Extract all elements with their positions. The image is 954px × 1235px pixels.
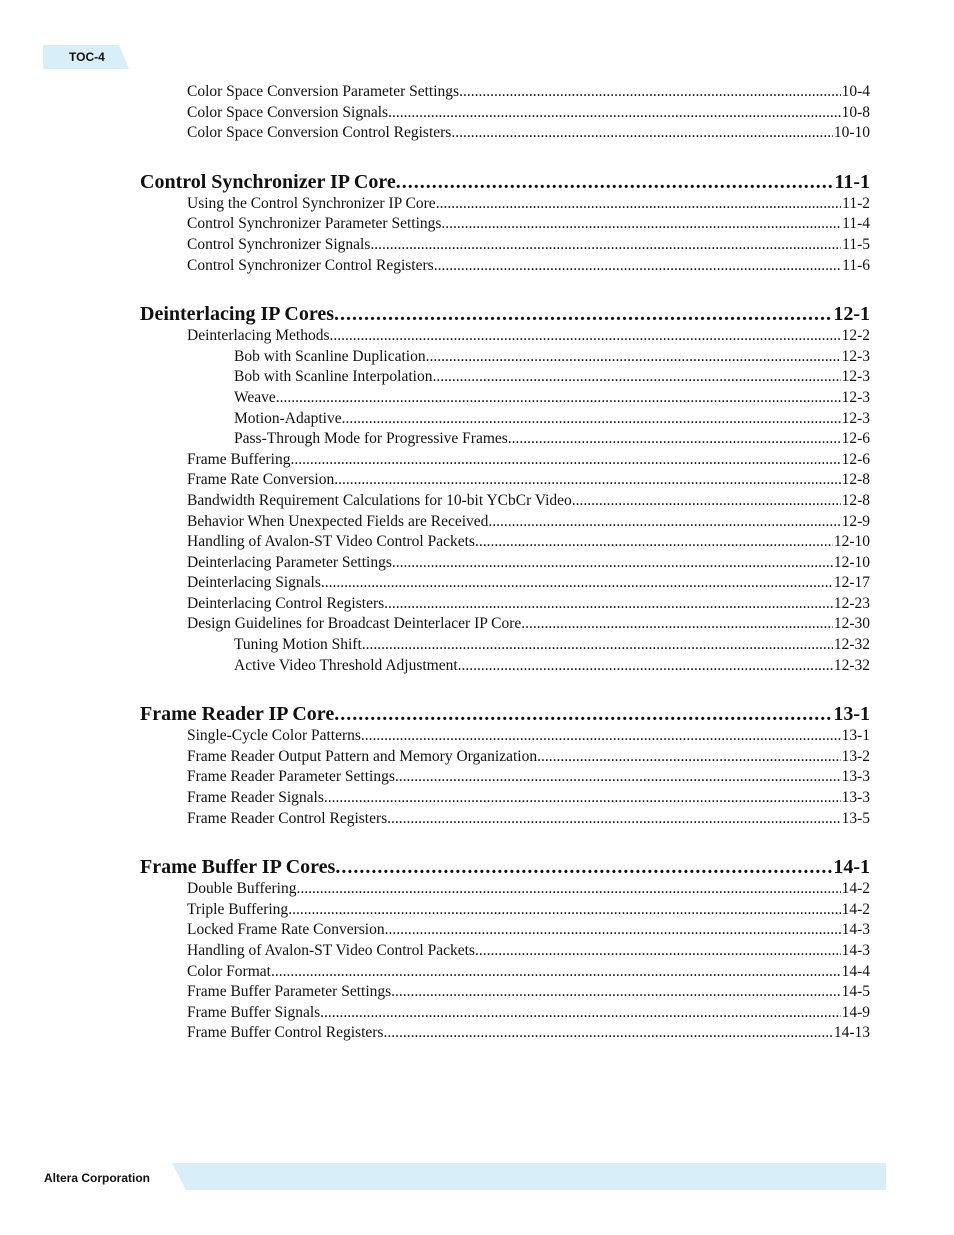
footer-company: Altera Corporation xyxy=(44,1171,151,1185)
toc-page-number: 13-3 xyxy=(841,789,870,807)
toc-entry[interactable] xyxy=(140,1003,870,1024)
toc-page-number: 14-2 xyxy=(841,900,870,918)
toc-entry-title: Handling of Avalon-ST Video Control Packets xyxy=(187,533,475,551)
toc-entry[interactable] xyxy=(140,123,870,144)
toc-page-number: 11-2 xyxy=(842,194,870,212)
toc-entry[interactable] xyxy=(140,103,870,124)
toc-subentry[interactable] xyxy=(140,635,870,656)
toc-page-number: 10-4 xyxy=(841,83,870,100)
toc-entry-title: Deinterlacing Parameter Settings xyxy=(187,553,392,571)
toc-continued-entries xyxy=(140,82,870,144)
toc-entry[interactable] xyxy=(140,879,870,900)
toc-page-number: 12-6 xyxy=(841,450,870,468)
dot-leader xyxy=(436,194,841,215)
dot-leader xyxy=(488,512,840,533)
toc-section-heading[interactable] xyxy=(140,702,870,726)
dot-leader xyxy=(458,656,833,677)
toc-entry-title: Locked Frame Rate Conversion xyxy=(187,921,385,939)
dot-leader xyxy=(475,532,833,553)
toc-entry-title: Control Synchronizer IP Core xyxy=(140,170,396,193)
toc-page-number: 14-3 xyxy=(841,921,870,939)
toc-entry-title: Design Guidelines for Broadcast Deinterlacer IP Core xyxy=(187,615,522,633)
dot-leader xyxy=(521,614,833,635)
toc-page-number: 12-32 xyxy=(833,636,870,654)
dot-leader xyxy=(361,726,841,747)
toc-page-number: 11-5 xyxy=(842,235,870,253)
toc-page-number: 13-3 xyxy=(841,768,870,786)
toc-entry-title: Single-Cycle Color Patterns xyxy=(187,727,361,745)
toc-page-number: 12-32 xyxy=(833,656,870,674)
toc-section xyxy=(140,702,870,829)
toc-entry-title: Control Synchronizer Control Registers xyxy=(187,256,434,274)
dot-leader xyxy=(432,367,840,388)
toc-entry-title: Control Synchronizer Signals xyxy=(187,235,371,253)
toc-section xyxy=(140,302,870,676)
page-label: TOC-4 xyxy=(69,50,105,64)
toc-page-number: 13-2 xyxy=(841,747,870,765)
toc-subentry[interactable] xyxy=(140,367,870,388)
dot-leader xyxy=(370,235,841,256)
toc-entry-title: Motion-Adaptive xyxy=(234,409,342,427)
toc-page-number: 14-5 xyxy=(841,983,870,1001)
toc-entry[interactable] xyxy=(140,470,870,491)
dot-leader xyxy=(387,809,840,830)
dot-leader xyxy=(383,1023,832,1044)
toc-entry[interactable] xyxy=(140,726,870,747)
dot-leader xyxy=(395,767,841,788)
dot-leader xyxy=(434,256,841,277)
toc-entry-title: Frame Buffer Signals xyxy=(187,1003,321,1021)
dot-leader xyxy=(324,788,841,809)
toc-page-number: 11-1 xyxy=(834,170,870,193)
dot-leader xyxy=(288,900,840,921)
dot-leader xyxy=(290,450,840,471)
toc-entry-title: Tuning Motion Shift xyxy=(234,636,362,654)
toc-entry[interactable] xyxy=(140,941,870,962)
toc-page-number: 12-10 xyxy=(833,533,870,551)
toc-entry[interactable] xyxy=(140,1023,870,1044)
toc-entry[interactable] xyxy=(140,326,870,347)
toc-entry[interactable] xyxy=(140,553,870,574)
dot-leader xyxy=(321,573,833,594)
toc-entry-title: Handling of Avalon-ST Video Control Packets xyxy=(187,942,475,959)
dot-leader xyxy=(271,962,841,983)
dot-leader xyxy=(296,879,840,900)
toc-entry-title: Double Buffering xyxy=(187,880,297,898)
toc-entry-title: Using the Control Synchronizer IP Core xyxy=(187,194,436,212)
toc-entry[interactable] xyxy=(140,982,870,1003)
toc-entry-title: Deinterlacing IP Cores xyxy=(140,303,335,326)
toc-page-number: 11-6 xyxy=(842,256,870,274)
toc-entry-title: Deinterlacing Methods xyxy=(187,327,330,345)
toc-page-number: 12-17 xyxy=(833,574,870,592)
toc-section xyxy=(140,170,870,276)
dot-leader xyxy=(384,594,833,615)
toc-entry-title: Bob with Scanline Duplication xyxy=(234,347,426,365)
toc-page-number: 11-4 xyxy=(842,215,870,233)
toc-page-number: 12-8 xyxy=(841,491,870,509)
toc-entry[interactable] xyxy=(140,512,870,533)
toc-entry-title: Frame Reader Parameter Settings xyxy=(187,768,395,786)
toc-entry[interactable] xyxy=(140,491,870,512)
toc-entry[interactable] xyxy=(140,532,870,553)
toc-page-number: 14-3 xyxy=(841,942,870,959)
toc-section-heading[interactable] xyxy=(140,170,870,194)
toc-page-number: 12-9 xyxy=(841,512,870,530)
toc-page-number: 10-10 xyxy=(833,124,870,142)
toc-entry-title: Active Video Threshold Adjustment xyxy=(234,656,458,674)
dot-leader xyxy=(334,702,832,726)
toc-entry[interactable] xyxy=(140,900,870,921)
dot-leader xyxy=(276,388,841,409)
toc-entry[interactable] xyxy=(140,788,870,809)
toc-page-number: 12-3 xyxy=(841,409,870,427)
toc-entry[interactable] xyxy=(140,450,870,471)
toc-entry-title: Deinterlacing Signals xyxy=(187,574,321,592)
toc-subentry[interactable] xyxy=(140,409,870,430)
toc-page-number: 12-1 xyxy=(833,303,870,326)
toc-entry-title: Frame Reader Control Registers xyxy=(187,809,388,827)
toc-subentry[interactable] xyxy=(140,347,870,368)
toc-entry[interactable] xyxy=(140,809,870,830)
dot-leader xyxy=(475,941,841,962)
dot-leader xyxy=(329,326,840,347)
toc-entry[interactable] xyxy=(140,767,870,788)
dot-leader xyxy=(385,920,841,941)
toc-subentry[interactable] xyxy=(140,656,870,677)
dot-leader xyxy=(537,747,840,768)
toc-page-number: 10-8 xyxy=(841,103,870,121)
toc-entry-title: Color Format xyxy=(187,962,271,980)
toc-entry[interactable] xyxy=(140,962,870,983)
dot-leader xyxy=(342,409,841,430)
toc-page-number: 12-3 xyxy=(841,347,870,365)
dot-leader xyxy=(392,553,833,574)
toc-entry-title: Frame Buffering xyxy=(187,450,291,468)
dot-leader xyxy=(508,429,841,450)
dot-leader xyxy=(391,982,840,1003)
dot-leader xyxy=(362,635,833,656)
dot-leader xyxy=(441,214,841,235)
toc-entry-title: Deinterlacing Control Registers xyxy=(187,594,385,612)
toc-page-number: 14-1 xyxy=(833,856,870,879)
toc-section xyxy=(140,855,870,1044)
toc-sections xyxy=(140,170,870,1044)
toc-page-number: 12-8 xyxy=(841,471,870,489)
toc-page-number: 12-10 xyxy=(833,553,870,571)
dot-leader xyxy=(335,855,832,879)
toc-section-heading[interactable] xyxy=(140,302,870,326)
toc-entry[interactable] xyxy=(140,214,870,235)
toc-page-number: 13-5 xyxy=(841,809,870,827)
toc-entry[interactable] xyxy=(140,747,870,768)
toc-page-number: 13-1 xyxy=(841,727,870,745)
toc-page-number: 12-3 xyxy=(841,368,870,386)
toc-page-number: 13-1 xyxy=(833,703,870,726)
page-label-tab xyxy=(43,45,129,69)
toc-entry-title: Bob with Scanline Interpolation xyxy=(234,368,433,386)
toc-entry-title: Frame Buffer IP Cores xyxy=(140,856,336,879)
toc-page-number: 14-9 xyxy=(841,1003,870,1021)
toc-page-number: 12-3 xyxy=(841,388,870,406)
dot-leader xyxy=(572,491,841,512)
dot-leader xyxy=(334,302,832,326)
dot-leader xyxy=(459,82,841,103)
page-footer xyxy=(0,1163,954,1191)
toc-entry-title: Behavior When Unexpected Fields are Received xyxy=(187,512,489,530)
toc-entry-title: Frame Reader Output Pattern and Memory Organization xyxy=(187,747,538,765)
toc-page-number: 12-2 xyxy=(841,327,870,345)
toc-page-number: 12-30 xyxy=(833,615,870,633)
toc-entry[interactable] xyxy=(140,614,870,635)
toc-entry-title: Color Space Conversion Control Registers xyxy=(187,124,452,142)
dot-leader xyxy=(426,347,841,368)
toc-entry-title: Frame Rate Conversion xyxy=(187,471,335,489)
toc-entry-title: Control Synchronizer Parameter Settings xyxy=(187,215,442,233)
toc-entry-title: Pass-Through Mode for Progressive Frames xyxy=(234,430,508,448)
toc-entry[interactable] xyxy=(140,194,870,215)
toc-entry-title: Weave xyxy=(234,388,276,406)
toc-entry[interactable] xyxy=(140,82,870,103)
toc-entry-title: Frame Reader Signals xyxy=(187,789,324,807)
toc-page-number: 12-23 xyxy=(833,594,870,612)
toc-entry-title: Frame Buffer Control Registers xyxy=(187,1024,384,1042)
toc-entry[interactable] xyxy=(140,920,870,941)
toc-entry-title: Frame Reader IP Core xyxy=(140,703,335,726)
toc-page-number: 12-6 xyxy=(841,430,870,448)
toc-entry-title: Color Space Conversion Signals xyxy=(187,103,389,121)
table-of-contents xyxy=(140,82,870,1070)
toc-entry-title: Triple Buffering xyxy=(187,900,289,918)
toc-entry[interactable] xyxy=(140,594,870,615)
toc-entry-title: Frame Buffer Parameter Settings xyxy=(187,983,392,1001)
dot-leader xyxy=(396,170,834,194)
toc-section-heading[interactable] xyxy=(140,855,870,879)
dot-leader xyxy=(388,103,841,124)
toc-page-number: 14-13 xyxy=(833,1024,870,1042)
toc-entry[interactable] xyxy=(140,573,870,594)
toc-entry[interactable] xyxy=(140,256,870,277)
dot-leader xyxy=(320,1003,840,1024)
toc-page-number: 14-4 xyxy=(841,962,870,980)
toc-subentry[interactable] xyxy=(140,388,870,409)
toc-entry-title: Bandwidth Requirement Calculations for 10-bit YCbCr Video xyxy=(187,491,572,509)
toc-entry-title: Color Space Conversion Parameter Settings xyxy=(187,83,460,100)
toc-subentry[interactable] xyxy=(140,429,870,450)
dot-leader xyxy=(334,470,840,491)
toc-entry[interactable] xyxy=(140,235,870,256)
dot-leader xyxy=(451,123,832,144)
toc-page-number: 14-2 xyxy=(841,880,870,898)
